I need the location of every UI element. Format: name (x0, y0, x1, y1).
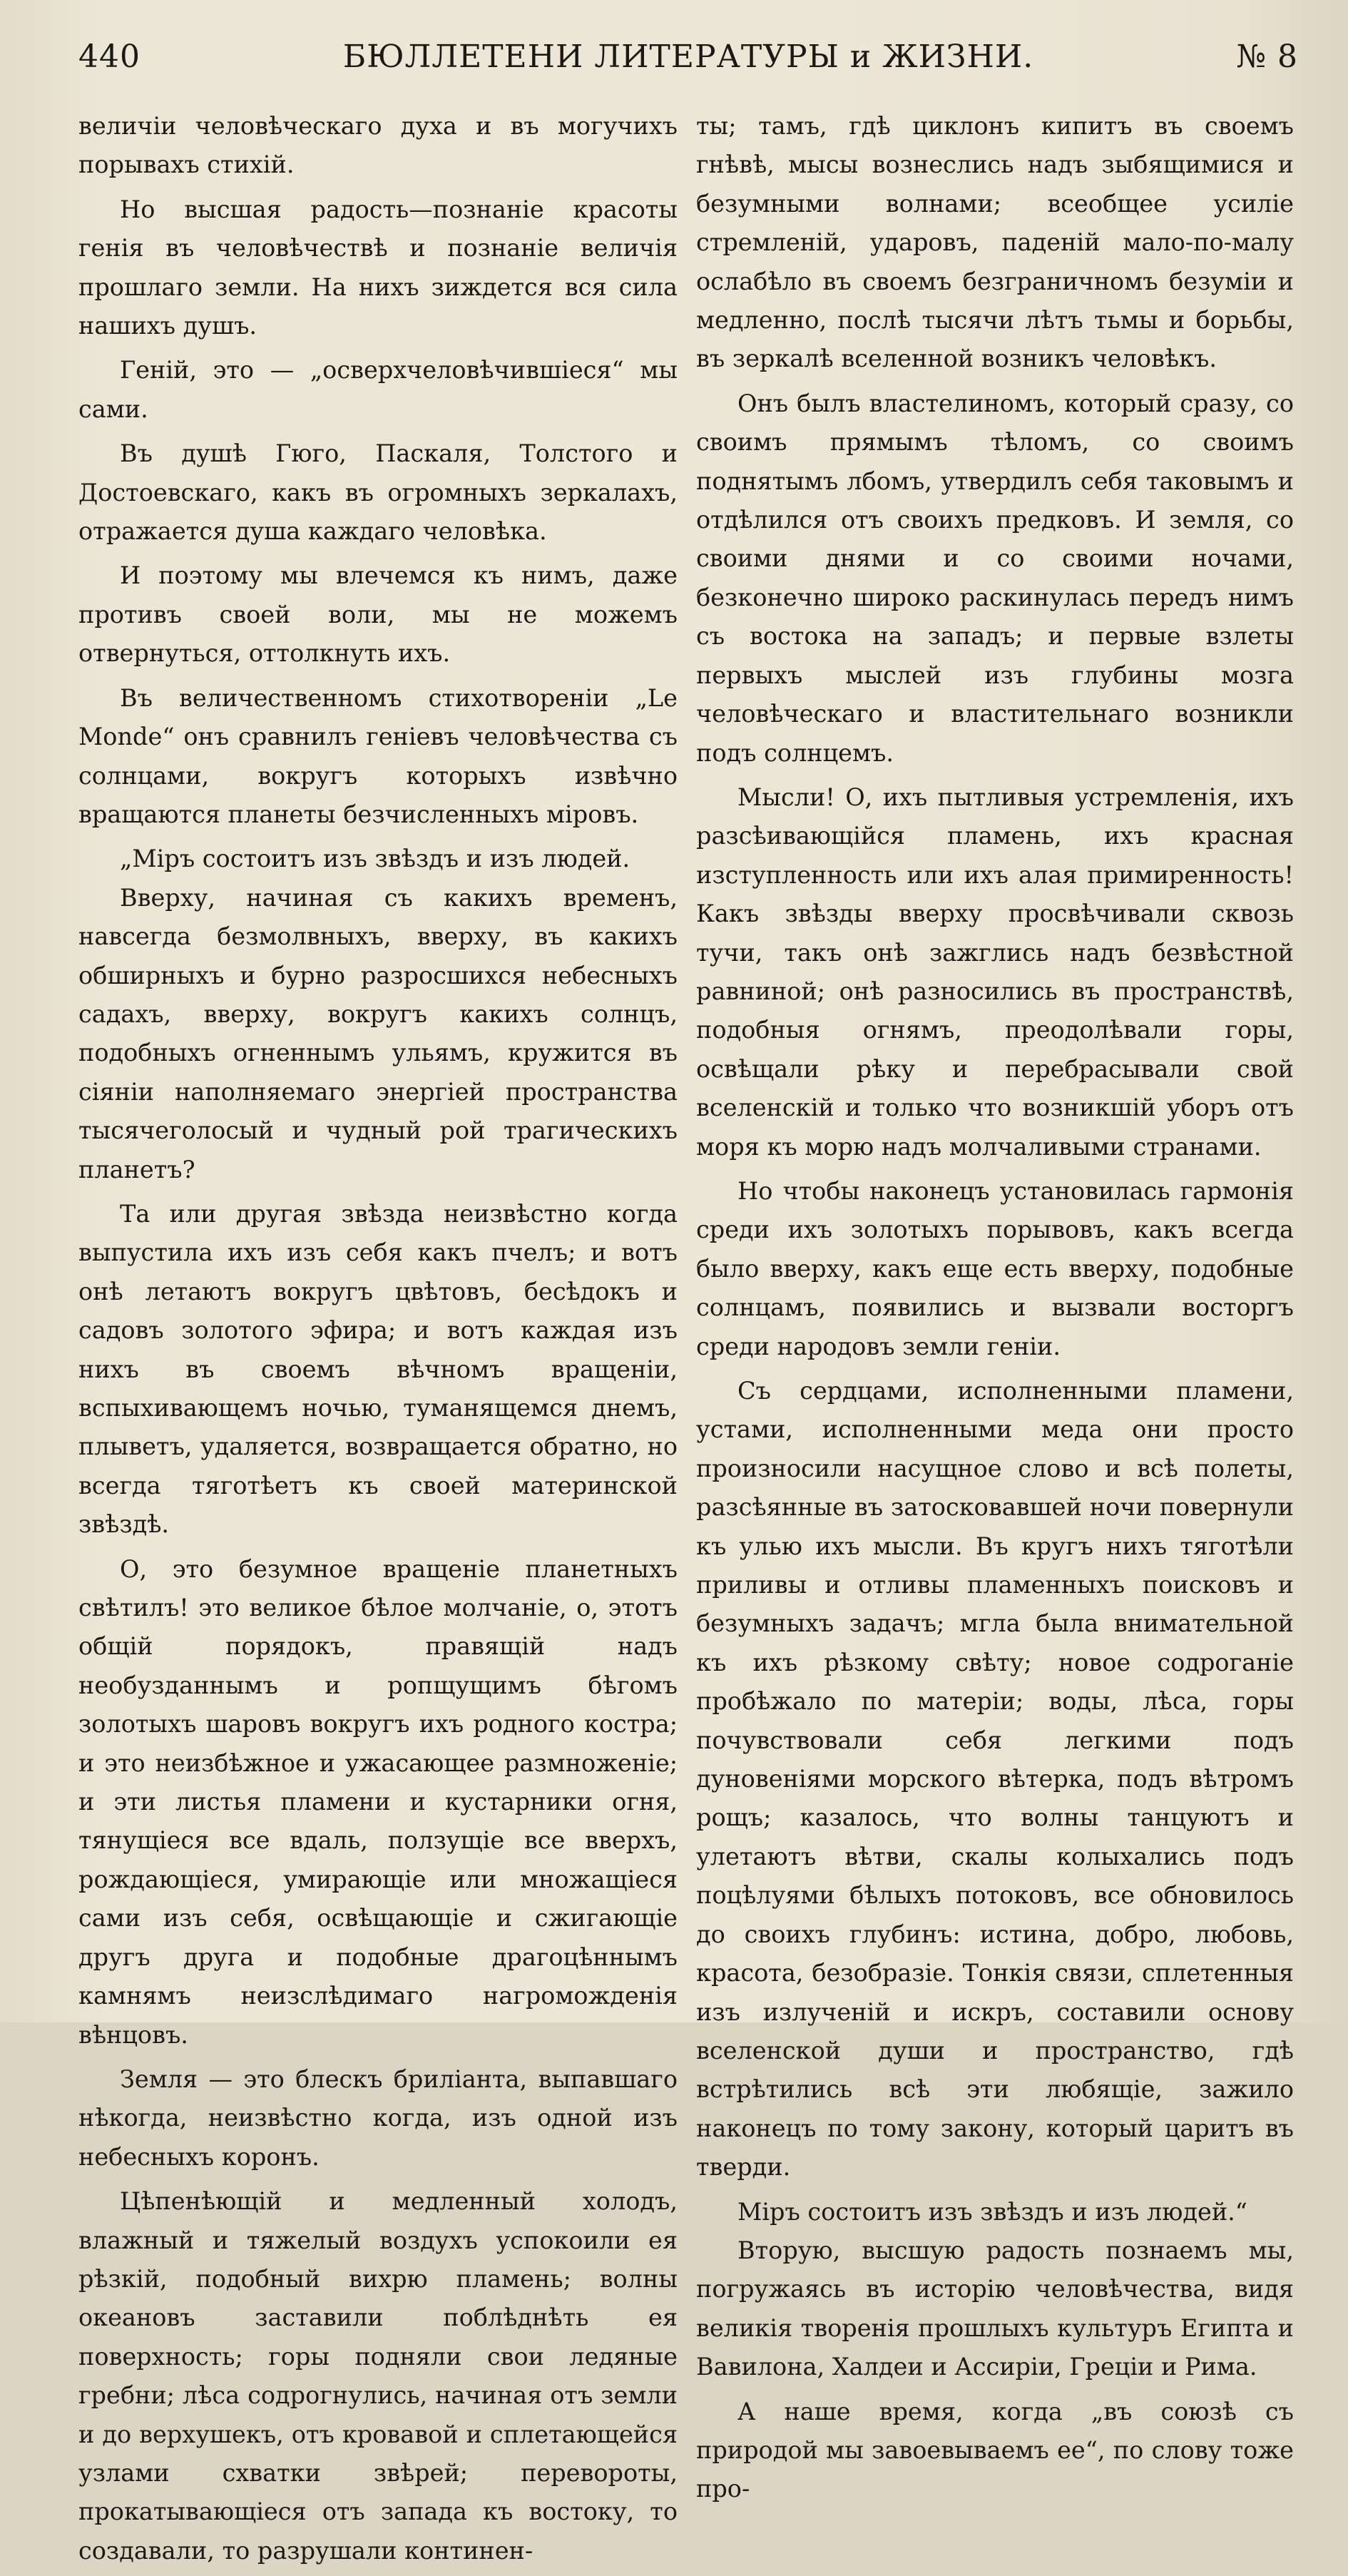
paragraph: Но высшая радость—познаніе красоты генія въ человѣчествѣ и познаніе величія прошлаго земли. На нихъ зиждется вся сила нашихъ душъ. (78, 195, 678, 340)
paragraph: Въ величественномъ стихотвореніи „Le Monde“ онъ сравнилъ геніевъ человѣчества съ солнцами, вокругъ которыхъ извѣчно вращаются планеты безчисленныхъ міровъ. (78, 683, 678, 828)
left-column (78, 107, 678, 2576)
paragraph: „Міръ состоитъ изъ звѣздъ и изъ людей. (120, 845, 630, 873)
paragraph: И поэтому мы влечемся къ нимъ, даже противъ своей воли, мы не можемъ отвернуться, оттолкнуть ихъ. (78, 561, 678, 668)
paragraph: Онъ былъ властелиномъ, который сразу, со своимъ прямымъ тѣломъ, со своимъ поднятымъ лбомъ, утвердилъ себя таковымъ и отдѣлился отъ своихъ предковъ. И земля, со своими днями и со своими ночами, безконечно широко раскинулась передъ нимъ съ востока на западъ; и первые взлеты первыхъ мыслей изъ глубины мозга человѣческаго и властительнаго возникли подъ солнцемъ. (696, 389, 1294, 767)
paragraph: Міръ состоитъ изъ звѣздъ и изъ людей.“ (737, 2197, 1247, 2226)
running-title: БЮЛЛЕТЕНИ ЛИТЕРАТУРЫ и ЖИЗНИ. (342, 39, 1034, 75)
paragraph: Вверху, начиная съ какихъ временъ, навсегда безмолвныхъ, вверху, въ какихъ обширныхъ и бурно разросшихся небесныхъ садахъ, вверху, вокругъ какихъ солнцъ, подобныхъ огненнымъ ульямъ, кружится въ сіяніи наполняемаго энергіей пространства тысячеголосый и чудный рой трагическихъ планетъ? (78, 883, 678, 1183)
paragraph: ты; тамъ, гдѣ циклонъ кипитъ въ своемъ гнѣвѣ, мысы вознеслись надъ зыбящимися и безумными волнами; всеобщее усиліе стремленій, ударовъ, паденій мало-по-малу ослабѣло въ своемъ безграничномъ безуміи и медленно, послѣ тысячи лѣтъ тьмы и борьбы, въ зеркалѣ вселенной возникъ человѣкъ. (696, 112, 1294, 373)
paragraph: Та или другая звѣзда неизвѣстно когда выпустила ихъ изъ себя какъ пчелъ; и вотъ онѣ летаютъ вокругъ цвѣтовъ, бесѣдокъ и садовъ золотого эфира; и вотъ каждая изъ нихъ въ своемъ вѣчномъ вращеніи, вспыхивающемъ ночью, туманящемся днемъ, плыветъ, удаляется, возвращается обратно, но всегда тяготѣетъ къ своей материнской звѣздѣ. (78, 1199, 678, 1539)
paragraph: Земля — это блескъ бриліанта, выпавшаго нѣкогда, неизвѣстно когда, изъ одной изъ небесныхъ коронъ. (78, 2065, 678, 2171)
paragraph: Геній, это — „осверхчеловѣчившіеся“ мы сами. (78, 356, 678, 423)
paragraph: величіи человѣческаго духа и въ могучихъ порывахъ стихій. (78, 112, 678, 179)
paragraph: О, это безумное вращеніе планетныхъ свѣтилъ! это великое бѣлое молчаніе, о, этотъ общій порядокъ, правящій надъ необузданнымъ и ропщущимъ бѣгомъ золотыхъ шаровъ вокругъ ихъ родного костра; и это неизбѣжное и ужасающее размноженіе; и эти листья пламени и кустарники огня, тянущіеся все вдаль, ползущіе все вверхъ, рождающіеся, умирающіе или множащіеся сами изъ себя, освѣщающіе и сжигающіе другъ друга и подобные драгоцѣннымъ камнямъ неизслѣдимаго нагроможденія вѣнцовъ. (78, 1554, 678, 2049)
page-header (78, 29, 1298, 86)
paragraph: А наше время, когда „въ союзѣ съ природой мы завоевываемъ ее“, по слову тоже про- (696, 2397, 1294, 2503)
issue-number: № 8 (1236, 39, 1298, 75)
paragraph: Мысли! О, ихъ пытливыя устремленія, ихъ разсѣивающійся пламень, ихъ красная изступленность или ихъ алая примиренность! Какъ звѣзды вверху просвѣчивали сквозь тучи, такъ онѣ зажглись надъ безвѣстной равниной; онѣ разносились въ пространствѣ, подобныя огнямъ, преодолѣвали горы, освѣщали рѣку и перебрасывали свой вселенскій и только что возникшій уборъ отъ моря къ морю надъ молчаливыми странами. (696, 783, 1294, 1161)
paragraph: Въ душѣ Гюго, Паскаля, Толстого и Достоевскаго, какъ въ огромныхъ зеркалахъ, отражается душа каждаго человѣка. (78, 439, 678, 546)
paragraph: Вторую, высшую радость познаемъ мы, погружаясь въ исторію человѣчества, видя великія творенія прошлыхъ культуръ Египта и Вавилона, Халдеи и Ассиріи, Греціи и Рима. (696, 2236, 1294, 2381)
page-number: 440 (78, 39, 141, 75)
paragraph: Съ сердцами, исполненными пламени, устами, исполненными меда они просто произносили насущное слово и всѣ полеты, разсѣянные въ затосковавшей ночи повернули къ улью ихъ мысли. Въ кругъ нихъ тяготѣли приливы и отливы пламенныхъ поисковъ и безумныхъ задачъ; мгла была внимательной къ ихъ рѣзкому свѣту; новое содроганіе пробѣжало по матеріи; воды, лѣса, горы почувствовали себя легкими подъ дуновеніями морского вѣтерка, подъ вѣтромъ рощъ; казалось, что волны танцуютъ и улетаютъ вѣтви, скалы колыхались подъ поцѣлуями бѣлыхъ потоковъ, все обновилось до своихъ глубинъ: истина, добро, любовь, красота, безобразіе. Тонкія связи, сплетенныя изъ излученій и искръ, составили основу вселенской души и пространство, гдѣ встрѣтились всѣ эти любящіе, зажило наконецъ по тому закону, который царитъ въ тверди. (696, 1377, 1294, 2182)
right-column (696, 107, 1294, 2515)
paragraph: Цѣпенѣющій и медленный холодъ, влажный и тяжелый воздухъ успокоили ея рѣзкій, подобный вихрю пламень; волны океановъ заставили поблѣднѣть ея поверхность; горы подняли свои ледяные гребни; лѣса содрогнулись, начиная отъ земли и до верхушекъ, отъ кровавой и сплетающейся узлами схватки звѣрей; перевороты, прокатывающіеся отъ запада къ востоку, то создавали, то разрушали континен- (78, 2187, 678, 2565)
paragraph: Но чтобы наконецъ установилась гармонія среди ихъ золотыхъ порывовъ, какъ всегда было вверху, какъ еще есть вверху, подобные солнцамъ, появились и вызвали восторгъ среди народовъ земли геніи. (696, 1176, 1294, 1360)
